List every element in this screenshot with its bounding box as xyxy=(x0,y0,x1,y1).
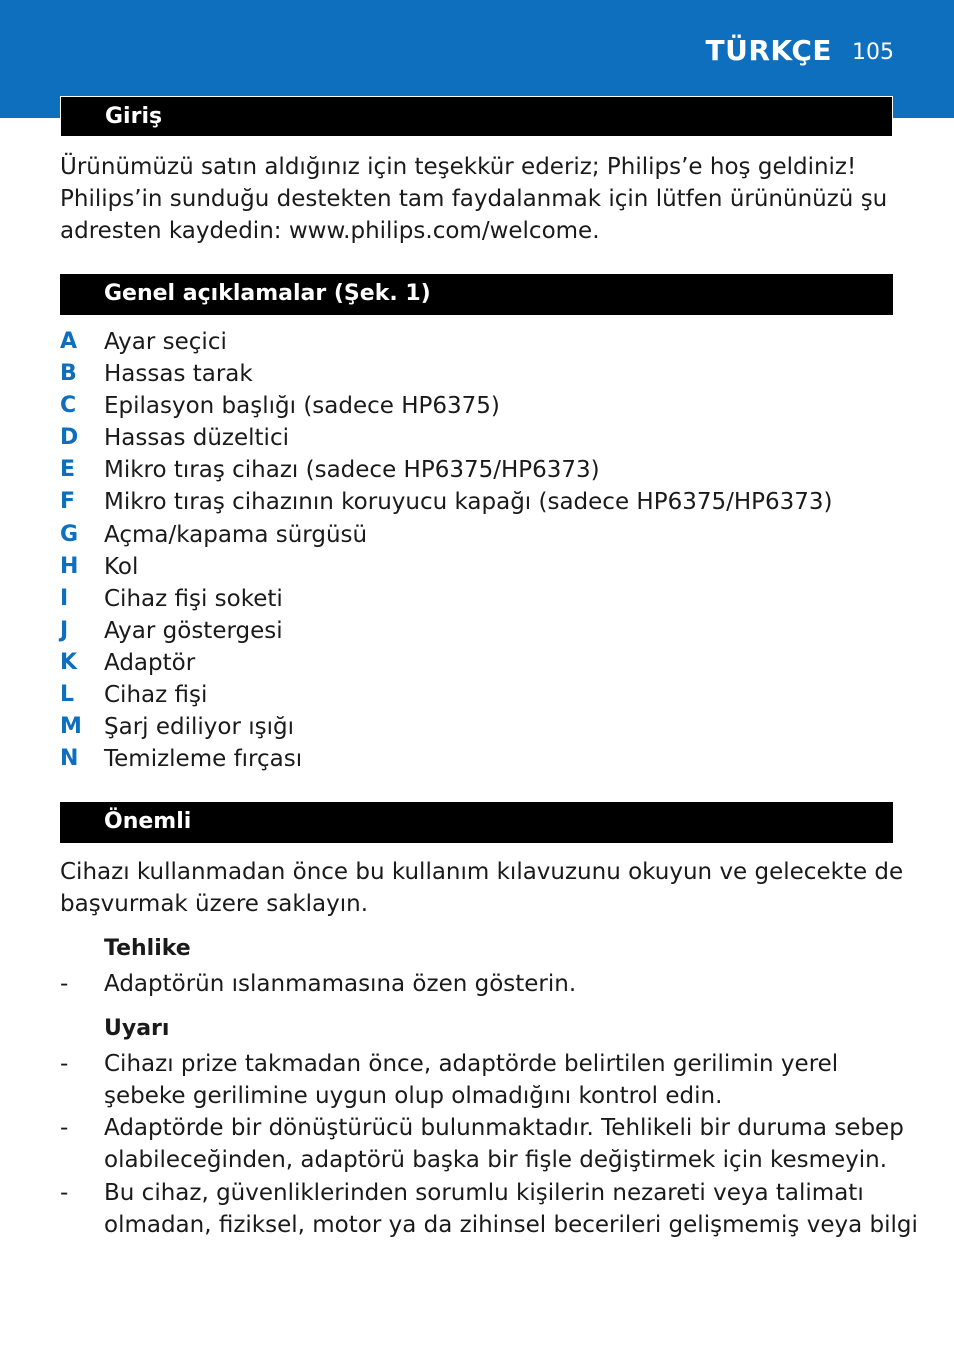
part-letter: K xyxy=(60,649,78,675)
part-description: Cihaz fişi xyxy=(104,682,208,709)
part-letter: E xyxy=(60,457,76,483)
part-description: Ayar seçici xyxy=(104,329,227,355)
part-description: Hassas düzeltici xyxy=(104,425,289,452)
part-description: Ayar göstergesi xyxy=(104,617,283,644)
part-description: Temizleme fırçası xyxy=(104,746,303,773)
part-letter: L xyxy=(60,682,75,708)
bullet-line: Bu cihaz, güvenliklerinden sorumlu kişilerin nezareti veya talimatı xyxy=(104,1180,864,1206)
page-number: 105 xyxy=(852,40,894,65)
part-description: Şarj ediliyor ışığı xyxy=(104,714,294,741)
section-header-general xyxy=(60,274,893,315)
list-item xyxy=(60,326,895,358)
part-letter: F xyxy=(60,489,76,515)
list-item xyxy=(60,583,895,615)
part-letter: M xyxy=(60,714,82,740)
intro-line: Ürünümüzü satın aldığınız için teşekkür ederiz; Philips’e hoş geldiniz! xyxy=(60,154,857,180)
important-line: Cihazı kullanmadan önce bu kullanım kılavuzunu okuyun ve gelecekte de xyxy=(60,859,904,885)
part-letter: N xyxy=(60,746,79,772)
important-line: başvurmak üzere saklayın. xyxy=(60,891,369,917)
bullet-line: olabileceğinden, adaptörü başka bir fişle değiştirmek için kesmeyin. xyxy=(104,1147,888,1173)
list-item xyxy=(60,743,895,775)
part-description: Cihaz fişi soketi xyxy=(104,585,283,612)
part-letter: H xyxy=(60,553,79,579)
parts-list xyxy=(60,326,895,775)
part-description: Kol xyxy=(104,553,139,580)
list-item xyxy=(60,358,895,390)
section-header-intro xyxy=(60,96,893,137)
part-description: Hassas tarak xyxy=(104,361,253,388)
part-description: Açma/kapama sürgüsü xyxy=(104,521,368,548)
list-item xyxy=(60,454,895,486)
part-letter: J xyxy=(60,617,69,643)
list-item xyxy=(60,615,895,647)
part-letter: I xyxy=(60,585,69,611)
part-description: Adaptör xyxy=(104,649,196,676)
intro-line: adresten kaydedin: www.philips.com/welcome. xyxy=(60,218,600,244)
part-letter: G xyxy=(60,521,79,547)
part-letter: B xyxy=(60,361,77,387)
intro-line: Philips’in sunduğu destekten tam faydalanmak için lütfen ürününüzü şu xyxy=(60,186,888,212)
bullet-line: olmadan, fiziksel, motor ya da zihinsel becerileri gelişmemiş veya bilgi xyxy=(104,1212,918,1238)
part-description: Mikro tıraş cihazının koruyucu kapağı (sadece HP6375/HP6373) xyxy=(104,489,833,516)
section-header-important xyxy=(60,802,893,843)
bullet-line: Cihazı prize takmadan önce, adaptörde belirtilen gerilimin yerel xyxy=(104,1051,839,1077)
list-item xyxy=(60,486,895,518)
list-item xyxy=(60,679,895,711)
bullet-dash: - xyxy=(60,1051,69,1077)
list-item xyxy=(60,711,895,743)
section-title-intro: Giriş xyxy=(105,104,163,129)
bullet-line: Adaptörde bir dönüştürücü bulunmaktadır. Tehlikeli bir duruma sebep xyxy=(104,1115,904,1141)
section-title-important: Önemli xyxy=(104,809,192,834)
danger-heading: Tehlike xyxy=(104,936,191,961)
section-title-general: Genel açıklamalar (Şek. 1) xyxy=(104,281,431,306)
language-title: TÜRKÇE xyxy=(705,34,832,67)
list-item xyxy=(60,519,895,551)
list-item xyxy=(60,390,895,422)
part-letter: A xyxy=(60,329,78,354)
list-item xyxy=(60,422,895,454)
bullet-line: şebeke gerilimine uygun olup olmadığını kontrol edin. xyxy=(104,1083,723,1109)
part-letter: C xyxy=(60,393,77,419)
list-item xyxy=(60,647,895,679)
bullet-dash: - xyxy=(60,1115,69,1141)
important-paragraph xyxy=(60,856,904,920)
bullet-dash: - xyxy=(60,971,69,997)
part-description: Mikro tıraş cihazı (sadece HP6375/HP6373) xyxy=(104,457,600,484)
part-letter: D xyxy=(60,425,79,451)
intro-paragraph xyxy=(60,151,895,247)
list-item xyxy=(60,551,895,583)
part-description: Epilasyon başlığı (sadece HP6375) xyxy=(104,393,500,420)
bullet-dash: - xyxy=(60,1180,69,1206)
bullet-line: Adaptörün ıslanmamasına özen gösterin. xyxy=(104,971,577,997)
warning-heading: Uyarı xyxy=(104,1016,170,1041)
